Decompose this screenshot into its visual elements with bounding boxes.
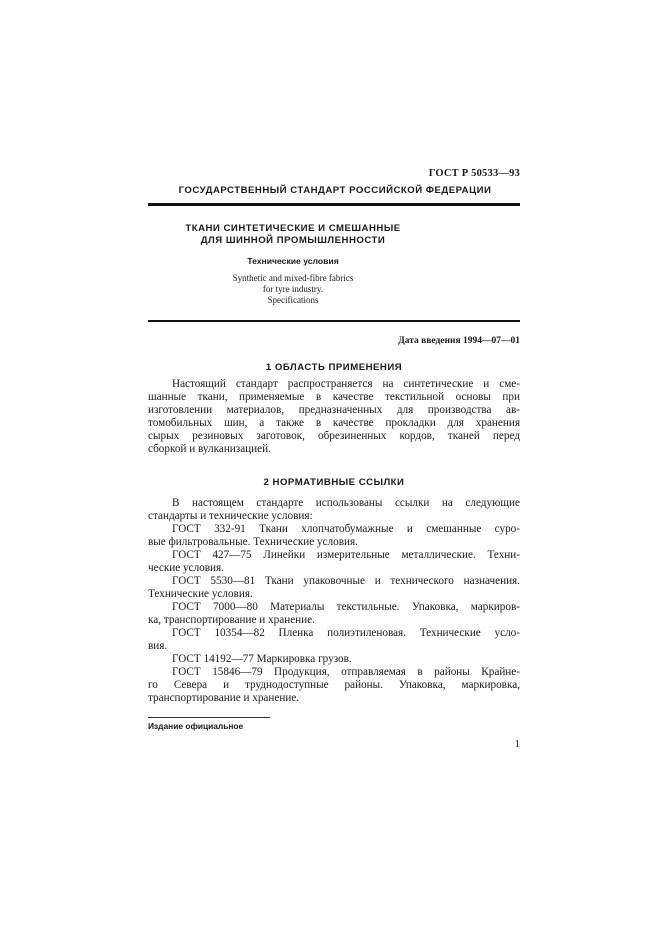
section-2-line: ГОСТ 427—75 Линейки измерительные металлические. Техни- [172, 549, 520, 561]
english-title-line-2: for tyre industry. [262, 284, 324, 294]
section-2-line: ГОСТ 332-91 Ткани хлопчатобумажные и смешанные суро- [172, 523, 520, 535]
section-2-line: ГОСТ 15846—79 Продукция, отправляемая в районы Крайне- [172, 666, 520, 678]
section-2-line: ГОСТ 5530—81 Ткани упаковочные и технического назначения. [172, 575, 520, 587]
section-1-heading: 1 ОБЛАСТЬ ПРИМЕНЕНИЯ [265, 362, 403, 373]
section-2-line: го Севера и труднодоступные районы. Упаковка, маркировка, [148, 679, 520, 691]
section-2-line: ГОСТ 14192—77 Маркировка грузов. [172, 653, 352, 665]
section-1-line: сырых резиновых заготовок, обрезиненных кордов, тканей перед [148, 430, 520, 442]
introduction-date: Дата введения 1994—07—01 [398, 336, 520, 346]
section-1-line: сборкой и вулканизацией. [148, 443, 271, 455]
title-block [148, 223, 438, 306]
section-1-line: томобильных шин, а также в качестве прокладки для хранения [148, 417, 520, 429]
section-2-line: транспортирование и хранение. [148, 692, 300, 704]
section-1-line: шанные ткани, применяемые в качестве текстильной основы при [148, 391, 520, 403]
section-2-line: ка, транспортирование и хранение. [148, 614, 315, 626]
section-2-line: вия. [148, 640, 168, 652]
section-2-line: стандарты и технические условия: [148, 510, 313, 522]
document-code: ГОСТ Р 50533—93 [428, 168, 520, 179]
title-line-2: ДЛЯ ШИННОЙ ПРОМЫШЛЕННОСТИ [200, 235, 386, 246]
section-2-line: ческие условия. [148, 562, 224, 574]
section-2-line: ГОСТ 7000—80 Материалы текстильные. Упаковка, маркиров- [172, 601, 520, 613]
section-2-line: Технические условия. [148, 588, 253, 600]
section-2-line: вые фильтровальные. Технические условия. [148, 536, 358, 548]
official-edition-label: Издание официальное [148, 721, 244, 731]
english-title-line-1: Synthetic and mixed-fibre fabrics [232, 273, 354, 283]
section-2-line: В настоящем стандарте использованы ссылки на следующие [172, 497, 520, 509]
section-2-heading: 2 НОРМАТИВНЫЕ ССЫЛКИ [263, 477, 405, 488]
section-2-line: ГОСТ 10354—82 Пленка полиэтиленовая. Технические усло- [172, 627, 520, 639]
title-line-1: ТКАНИ СИНТЕТИЧЕСКИЕ И СМЕШАННЫЕ [185, 223, 401, 234]
header-rule [148, 203, 520, 206]
state-standard-heading: ГОСУДАРСТВЕННЫЙ СТАНДАРТ РОССИЙСКОЙ ФЕДЕРАЦИИ [178, 185, 492, 196]
english-title-line-3: Specifications [267, 295, 319, 305]
section-1-line: Настоящий стандарт распространяется на синтетические и сме- [172, 378, 520, 390]
technical-conditions-label: Технические условия [247, 256, 339, 266]
section-1-line: изготовлении материалов, предназначенных для производства ав- [148, 404, 520, 416]
title-rule [148, 320, 520, 322]
footer-rule [148, 717, 270, 718]
page-number: 1 [514, 738, 520, 750]
